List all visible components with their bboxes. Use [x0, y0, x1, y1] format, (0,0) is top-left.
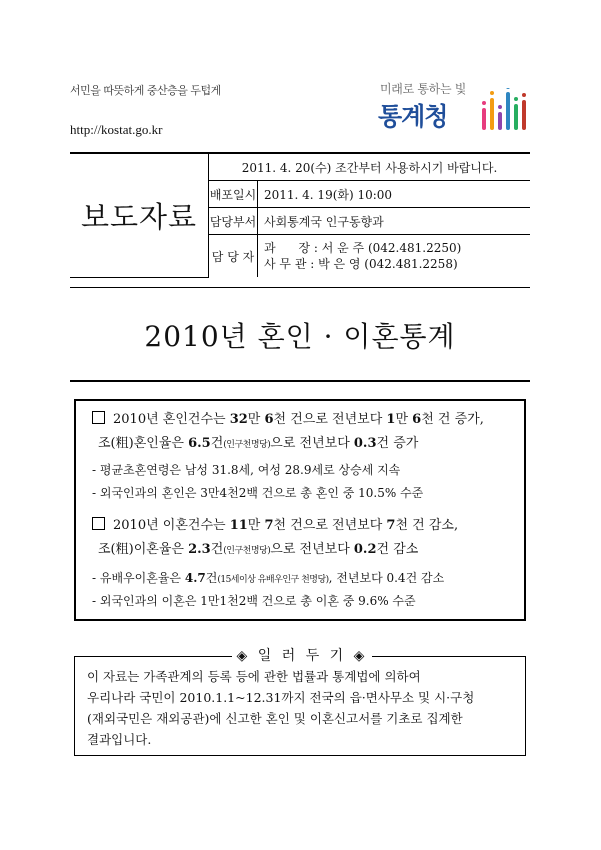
notes-box: [74, 656, 526, 756]
marriage-summary-line1: 2010년 혼인건수는 32만 6천 건으로 전년보다 1만 6천 건 증가,: [92, 407, 484, 432]
department-value: 사회통계국 인구동향과: [258, 208, 531, 235]
logo-dot: [490, 91, 494, 95]
checkbox-square-icon: [92, 411, 105, 424]
release-date-label: 배포일시: [209, 181, 258, 208]
divorce-summary-line2: 조(粗)이혼율은 2.3건(인구천명당)으로 전년보다 0.2건 감소: [98, 542, 419, 557]
logo-dot: [514, 97, 518, 101]
title-divider: [70, 380, 530, 382]
notes-heading: ◈ 일 러 두 기 ◈: [232, 645, 372, 665]
notes-line: 우리나라 국민이 2010.1.1~12.31까지 전국의 읍·면사무소 및 시·구청: [87, 690, 475, 705]
logo-tagline: 미래로 통하는 빛: [380, 82, 467, 96]
marriage-summary-line2: 조(粗)혼인율은 6.5건(인구천명당)으로 전년보다 0.3건 증가: [98, 436, 419, 451]
release-date-value: 2011. 4. 19(화) 10:00: [258, 181, 531, 208]
logo-bar: [522, 100, 526, 130]
marriage-sub-age: - 평균초혼연령은 남성 31.8세, 여성 28.9세로 상승세 지속: [92, 463, 401, 477]
logo-dot: [498, 105, 502, 109]
contact-manager: 과 장 : 서 운 주 (042.481.2250): [264, 241, 462, 255]
logo-bar: [482, 108, 486, 130]
logo-name: 통계청: [378, 102, 448, 131]
logo-dot: [522, 93, 526, 97]
logo-bar: [498, 112, 502, 130]
website-url[interactable]: http://kostat.go.kr: [70, 122, 163, 137]
logo-bar: [490, 98, 494, 130]
divorce-summary-line1: 2010년 이혼건수는 11만 7천 건으로 전년보다 7천 건 감소,: [92, 513, 458, 538]
page-title: 2010년 혼인 · 이혼통계: [144, 320, 456, 353]
notes-line: 이 자료는 가족관계의 등록 등에 관한 법률과 통계법에 의하여: [87, 669, 421, 684]
doc-type-label: 보도자료: [70, 154, 209, 277]
table-bottom-divider: [70, 287, 530, 288]
checkbox-square-icon: [92, 517, 105, 530]
logo-bars-icon: [478, 88, 533, 132]
logo-dot: [482, 101, 486, 105]
contact-officer: 사 무 관 : 박 은 영 (042.481.2258): [264, 257, 458, 271]
logo-bar: [514, 104, 518, 130]
notes-line: (재외국민은 재외공관)에 신고한 혼인 및 이혼신고서를 기초로 집계한: [87, 711, 463, 726]
release-info-table: [70, 154, 530, 278]
slogan: 서민을 따뜻하게 중산층을 두텁게: [70, 84, 221, 97]
divorce-sub-foreign: - 외국인과의 이혼은 1만1천2백 건으로 총 이혼 중 9.6% 수준: [92, 594, 416, 608]
embargo-notice: 2011. 4. 20(수) 조간부터 사용하시기 바랍니다.: [209, 154, 531, 181]
notes-line: 결과입니다.: [87, 732, 152, 747]
department-label: 담당부서: [209, 208, 258, 235]
contact-list: [258, 235, 531, 278]
contact-label: 담 당 자: [209, 235, 258, 278]
logo-bar: [506, 92, 510, 130]
logo-dot: [506, 88, 510, 89]
divorce-sub-rate: - 유배우이혼율은 4.7건(15세이상 유배우인구 천명당), 전년보다 0.4건 감소: [92, 571, 445, 585]
marriage-sub-foreign: - 외국인과의 혼인은 3만4천2백 건으로 총 혼인 중 10.5% 수준: [92, 486, 424, 500]
summary-box: [74, 399, 526, 621]
